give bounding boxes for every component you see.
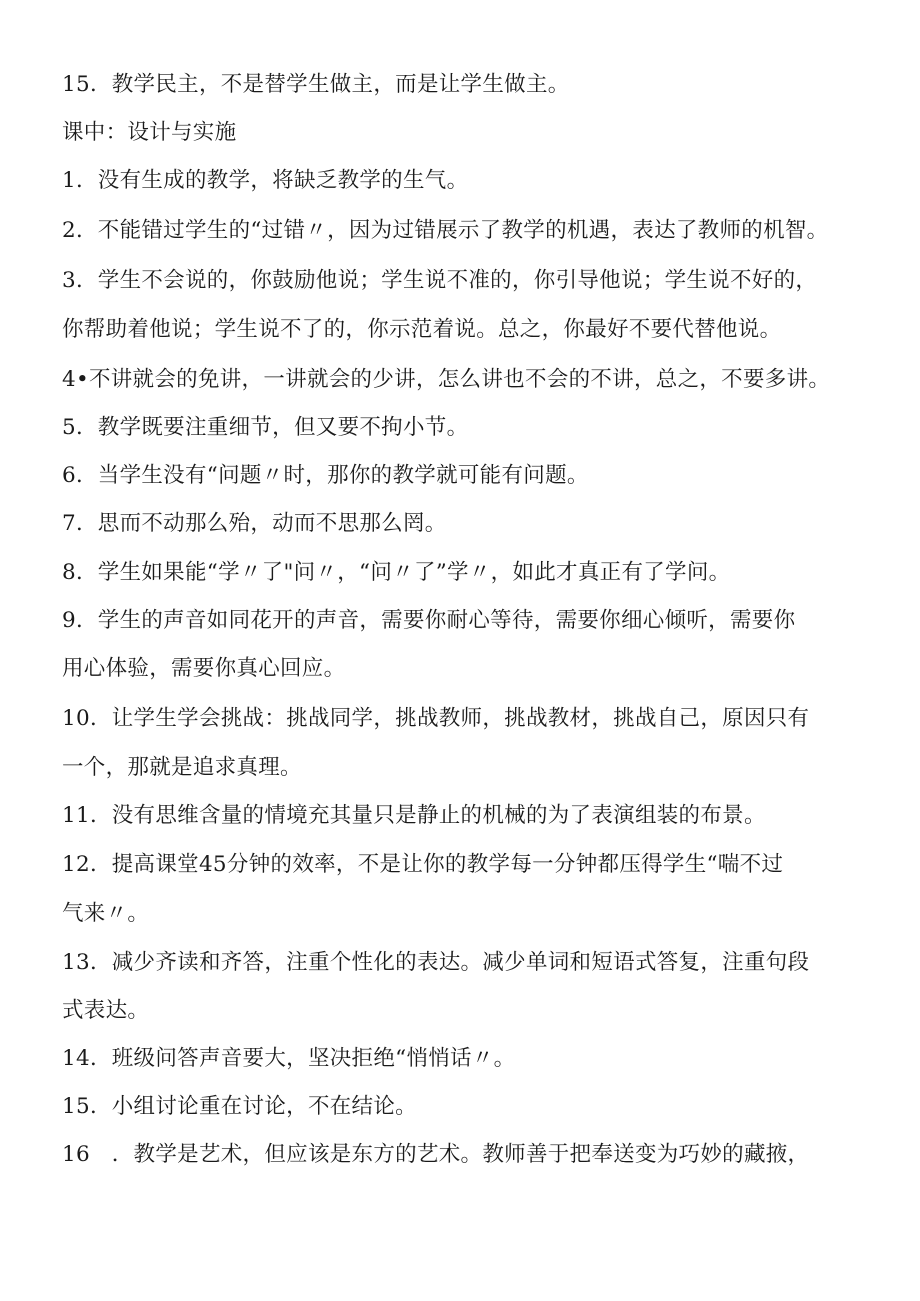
text-line: 13．减少齐读和齐答，注重个性化的表达。减少单词和短语式答复，注重句段 [62,950,810,975]
text-line: 5．教学既要注重细节，但又要不拘小节。 [62,415,469,440]
text-line: 3．学生不会说的，你鼓励他说；学生说不准的，你引导他说；学生说不好的， [62,268,818,293]
text-line: 一个，那就是追求真理。 [62,755,302,780]
text-line: 9．学生的声音如同花开的声音，需要你耐心等待，需要你细心倾听，需要你 [62,608,796,633]
text-line: 15．小组讨论重在讨论，不在结论。 [62,1094,417,1119]
text-line: 15．教学民主，不是替学生做主，而是让学生做主。 [62,72,570,97]
text-line: 10．让学生学会挑战：挑战同学，挑战教师，挑战教材，挑战自己，原因只有 [62,706,810,731]
text-line: 14．班级问答声音要大，坚决拒绝“悄悄话〃。 [62,1046,516,1071]
text-line: 16 ．教学是艺术，但应该是东方的艺术。教师善于把奉送变为巧妙的藏掖， [62,1142,810,1167]
text-line: 6．当学生没有“问题〃时，那你的教学就可能有问题。 [62,463,589,488]
text-line: 1．没有生成的教学，将缺乏教学的生气。 [62,168,469,193]
text-line: 你帮助着他说；学生说不了的，你示范着说。总之，你最好不要代替他说。 [62,317,782,342]
text-line: 11．没有思维含量的情境充其量只是静止的机械的为了表演组装的布景。 [62,803,766,828]
text-line: 气来〃。 [62,901,150,926]
text-line: 式表达。 [62,998,150,1023]
section-heading: 课中：设计与实施 [62,120,237,145]
text-line: 7．思而不动那么殆，动而不思那么罔。 [62,511,447,536]
text-line: 4•不讲就会的免讲，一讲就会的少讲，怎么讲也不会的不讲，总之，不要多讲。 [62,367,831,392]
text-line: 12．提高课堂45分钟的效率，不是让你的教学每一分钟都压得学生“喘不过 [62,852,784,877]
text-line: 8．学生如果能“学〃了"问〃，“问〃了”学〃，如此才真正有了学问。 [62,560,731,585]
text-line: 用心体验，需要你真心回应。 [62,656,346,681]
text-line: 2．不能错过学生的“过错〃，因为过错展示了教学的机遇，表达了教师的机智。 [62,218,829,243]
